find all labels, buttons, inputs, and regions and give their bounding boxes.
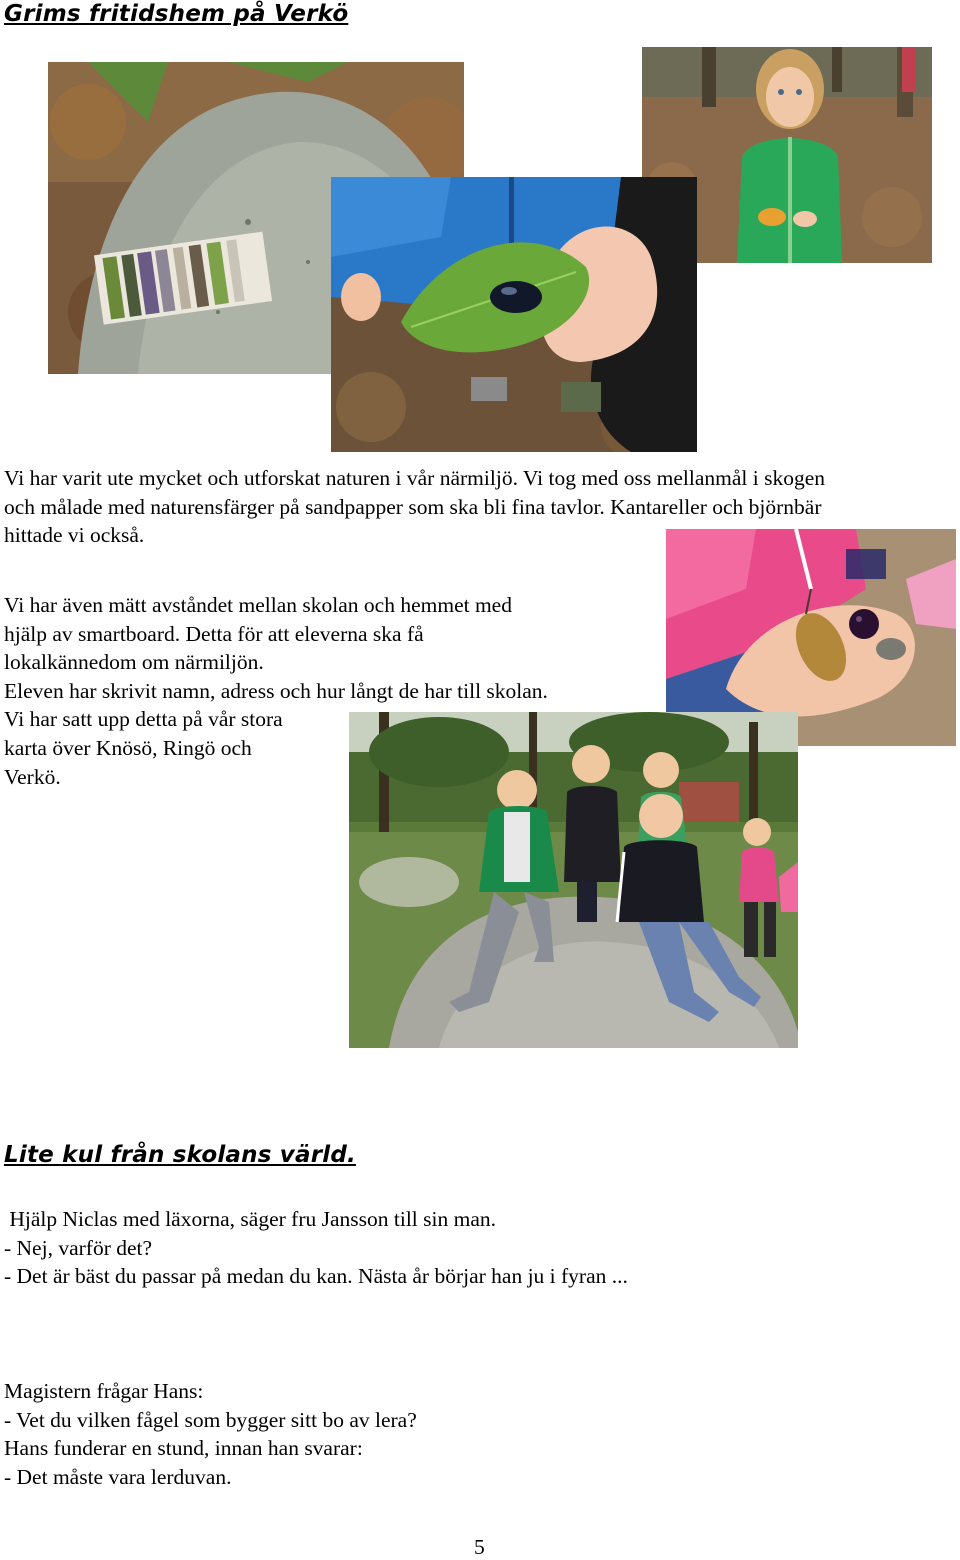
joke-line: - Nej, varför det?: [4, 1235, 153, 1260]
joke-line: Hjälp Niclas med läxorna, säger fru Jansson till sin man.: [4, 1207, 497, 1231]
intro-line: Vi har varit ute mycket och utforskat naturen i vår närmiljö. Vi tog med oss mellanmål i skogen: [4, 466, 825, 490]
map-line: karta över Knösö, Ringö och: [4, 735, 252, 760]
intro-line: och målade med naturensfärger på sandpapper som ska bli fina tavlor. Kantareller och björnbär: [4, 494, 822, 519]
joke-line: - Det måste vara lerduvan.: [4, 1464, 232, 1489]
page-title: Grims fritidshem på Verkö: [4, 1, 349, 27]
section-title: Lite kul från skolans värld.: [4, 1142, 356, 1168]
map-line: Vi har även mätt avståndet mellan skolan och hemmet med: [4, 593, 512, 617]
map-line: hjälp av smartboard. Detta för att eleverna ska få: [4, 621, 424, 646]
photo-children-on-rock: [349, 712, 798, 1048]
map-line: Eleven har skrivit namn, adress och hur långt de har till skolan.: [4, 678, 548, 703]
joke-line: Hans funderar en stund, innan han svarar:: [4, 1436, 363, 1461]
joke-line: - Det är bäst du passar på medan du kan. Nästa år börjar han ju i fyran ...: [4, 1264, 628, 1289]
map-line: lokalkännedom om närmiljön.: [4, 650, 264, 675]
map-line: Verkö.: [4, 764, 61, 789]
joke-line: Magistern frågar Hans:: [4, 1379, 204, 1403]
map-line: Vi har satt upp detta på vår stora: [4, 707, 283, 732]
joke-line: - Vet du vilken fågel som bygger sitt bo av lera?: [4, 1407, 417, 1432]
joke-2: [4, 1377, 417, 1491]
page-number: 5: [474, 1535, 485, 1559]
photo-beetle-on-leaf: [331, 177, 697, 452]
joke-1: [4, 1205, 628, 1291]
intro-line: hittade vi också.: [4, 523, 145, 548]
